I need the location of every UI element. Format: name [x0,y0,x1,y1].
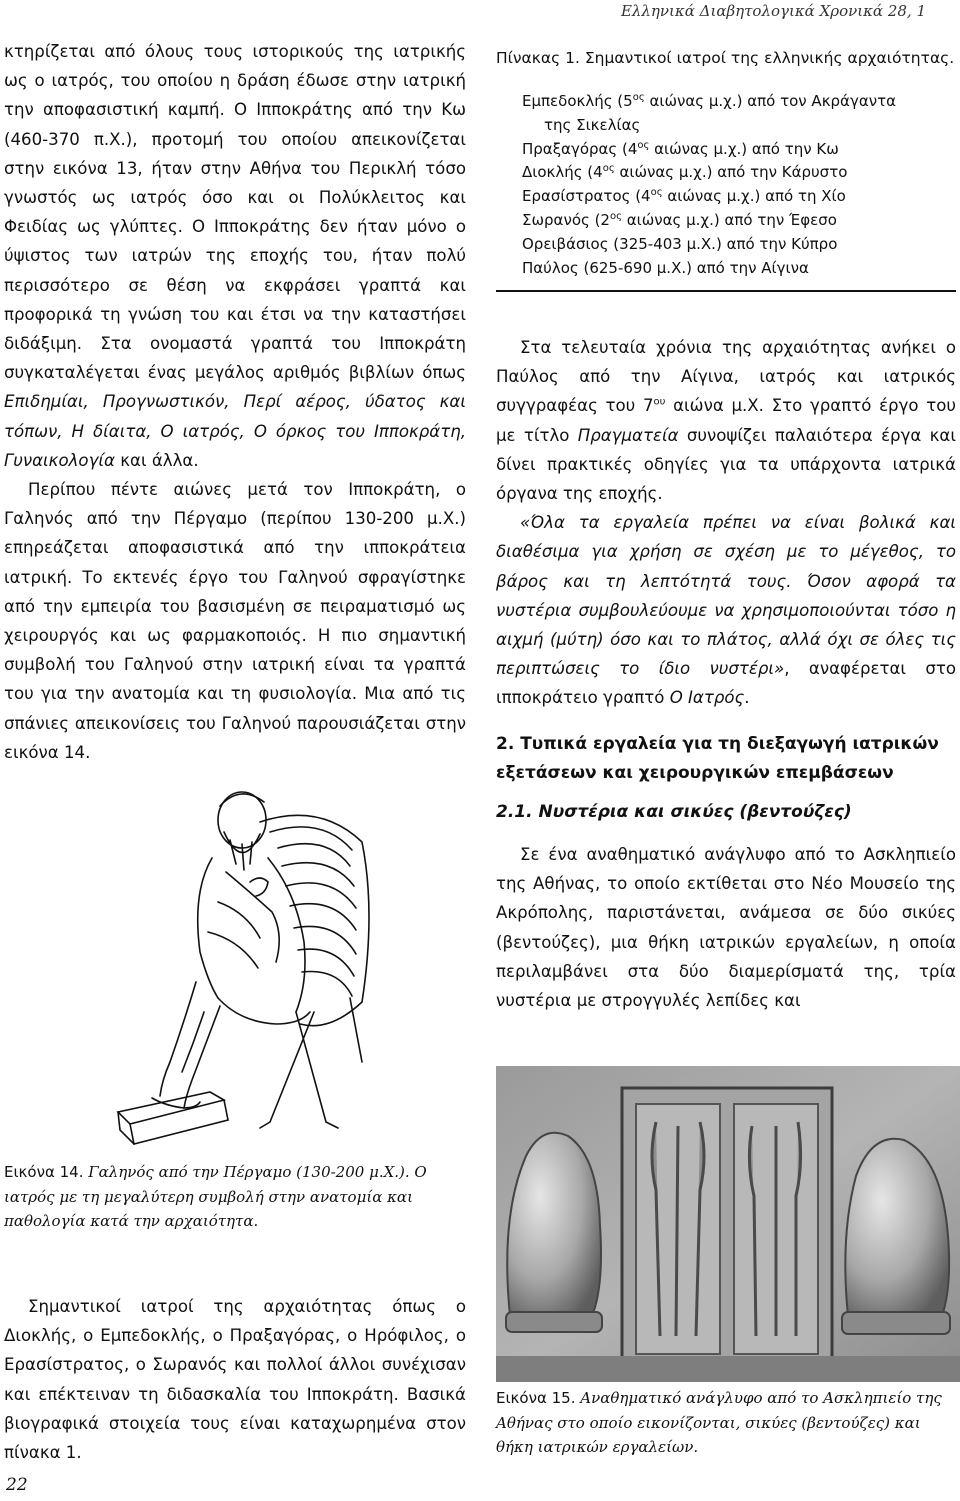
right-paragraph-3: Σε ένα αναθηματικό ανάγλυφο από το Ασκληπιείο της Αθήνας, το οποίο εκτίθεται στο Νέο Μουσείο της Ακρόπολης, παριστάνεται, ανάμεσα σε δύο σικύες (βεντούζες), μια θήκη ιατρικών εργαλείων, η οποία περιλαμβάνει στα δύο διαμερίσματά της, τρία νυστέρια με στρογγυλές λεπίδες και [496,845,956,1011]
table-row: Πραξαγόρας ($4^{o\varsigma}$ αιώνας μ.χ.) από την Κω [522,139,839,158]
votive-relief-photo [496,1066,960,1382]
table-row: Ορειβάσιος (325-403 μ.Χ.) από την Κύπρο [522,234,838,253]
section-2-1-heading: 2.1. Νυστέρια και σικύες (βεντούζες) [496,802,852,822]
section-2-heading: 2. Τυπικά εργαλεία για τη διεξαγωγή ιατρικών εξετάσεων και χειρουργικών επεμβάσεων [496,734,939,783]
right-paragraph-1: Στα τελευταία χρόνια της αρχαιότητας ανήκει ο Παύλος από την Αίγινα, ιατρός και ιατρικός συγγραφέας του $7^{o\upsilon}$ αιώνα μ.Χ. Στο γραπτό έργο του με τίτλο Πραγματεία συνοψίζει παλαιότερα έργα και δίνει πρακτικές οδηγίες για τα υπάρχοντα ιατρικά όργανα της εποχής. [496,338,956,504]
table-row-continuation: της Σικελίας [544,115,641,134]
table-row: Παύλος (625-690 μ.Χ.) από την Αίγινα [522,258,809,277]
hippocratic-books: Επιδημίαι, Προγνωστικόν, Περί αέρος, ύδατος και τόπων, Η δίαιτα, Ο ιατρός, Ο όρκος του Ιπποκράτη, Γυναικολογία [4,392,466,470]
left-paragraph-3: Σημαντικοί ιατροί της αρχαιότητας όπως ο Διοκλής, ο Εμπεδοκλής, ο Πραξαγόρας, ο Ηρόφιλος, ο Ερασίστρατος, ο Σωρανός και πολλοί άλλοι συνέχισαν και επέκτειναν τη διδασκαλία του Ιπποκράτη. Βασικά βιογραφικά στοιχεία τους είναι καταχωρημένα στον πίνακα 1. [4,1297,466,1463]
left-paragraph-2: Περίπου πέντε αιώνες μετά τον Ιπποκράτη, ο Γαληνός από την Πέργαμο (περίπου 130-200 μ.Χ.) επηρεάζεται αποφασιστικά από την ιπποκράτεια ιατρική. Το εκτενές έργο του Γαληνού σφραγίστηκε από την εμπειρία του βασισμένη σε πειραματισμό ως χειρουργός και ως φαρμακοποιός. Η πιο σημαντική συμβολή του Γαληνού στην ιατρική είναι τα γραπτά του για την ανατομία και τη φυσιολογία. Μια από τις σπάνιες απεικονίσεις του Γαληνού παρουσιάζεται στην εικόνα 14. [4,480,466,762]
right-column [496,333,956,713]
left-paragraph-1: κτηρίζεται από όλους τους ιστορικούς της ιατρικής ως ο ιατρός, του οποίου η δράση έδωσε στην ιατρική την αποφασιστική καμπή. Ο Ιπποκράτης από την Κω (460-370 π.Χ.), προτομή του οποίου απεικονίζεται στην εικόνα 13, ήταν στην Αθήνα του Περικλή τόσο γνωστός ως ιατρός όσο και οι Πολύκλειτος και Φειδίας ως γλύπτες. Ο Ιπποκράτης δεν ήταν μόνο ο ύψιστος των ιατρών της εποχής του, ήταν πολύ περισσότερο σε θέση να εκφράσει γραπτά και προφορικά τη γνώση του και έτσι να την καταστήσει διδάξιμη. Στα ονομαστά γραπτά του Ιπποκράτη συγκαταλέγεται ένας μεγάλος αριθμός βιβλίων όπως Επιδημίαι, Προγνωστικόν, Περί αέρος, ύδατος και τόπων, Η δίαιτα, Ο ιατρός, Ο όρκος του Ιπποκράτη, Γυναικολογία και άλλα. [4,42,466,470]
figure-14-caption: Εικόνα 14. Γαληνός από την Πέργαμο (130-200 μ.Χ.). Ο ιατρός με τη μεγαλύτερη συμβολή στην ανατομία και παθολογία κατά την αρχαιότητα. [4,1163,427,1230]
table-row: Σωρανός ($2^{o\varsigma}$ αιώνας μ.χ.) από την Έφεσο [522,210,837,229]
galen-illustration [100,762,416,1152]
table-row: Διοκλής ($4^{o\varsigma}$ αιώνας μ.χ.) από την Κάρυστο [522,163,848,182]
right-column-lower [496,840,956,1015]
right-paragraph-2: «Όλα τα εργαλεία πρέπει να είναι βολικά και διαθέσιμα για χρήση σε σχέση με το μέγεθος, το βάρος και τη λεπτότητά τους. Όσον αφορά τα νυστέρια συμβουλεύουμε να χρησιμοποιούνται τόσο η αιχμή (μύτη) όσο και το πλάτος, αλλά όχι σε όλες τις περιπτώσεις το ίδιο νυστέρι», αναφέρεται στο ιπποκράτειο γραπτό Ο Ιατρός. [496,513,957,708]
table-row: Εμπεδοκλής ($5^{o\varsigma}$ αιώνας μ.χ.) από τον Ακράγαντα [522,92,897,110]
running-header: Ελληνικά Διαβητολογικά Χρονικά 28, 1 [620,2,926,20]
table-bottom-rule [496,290,956,292]
left-column [4,37,466,767]
quotation: «Όλα τα εργαλεία πρέπει να είναι βολικά και διαθέσιμα για χρήση σε σχέση με το μέγεθος, το βάρος και τη λεπτότητά τους. Όσον αφορά τα νυστέρια συμβουλεύουμε να χρησιμοποιούνται τόσο η αιχμή (μύτη) όσο και το πλάτος, αλλά όχι σε όλες τις περιπτώσεις το ίδιο νυστέρι» [496,513,956,679]
page-number: 22 [6,1475,28,1495]
table-1-list [522,90,952,280]
figure-15-caption: Εικόνα 15. Αναθηματικό ανάγλυφο από το Ασκληπιείο της Αθήνας στο οποίο εικονίζονται, σικύες (βεντούζες) και θήκη ιατρικών εργαλείων. [496,1389,942,1456]
table-row: Ερασίστρατος ($4^{o\varsigma}$ αιώνας μ.χ.) από τη Χίο [522,187,846,206]
left-column-bottom [4,1292,466,1467]
table-1-caption: Πίνακας 1. Σημαντικοί ιατροί της ελληνικής αρχαιότητας. [496,49,955,67]
